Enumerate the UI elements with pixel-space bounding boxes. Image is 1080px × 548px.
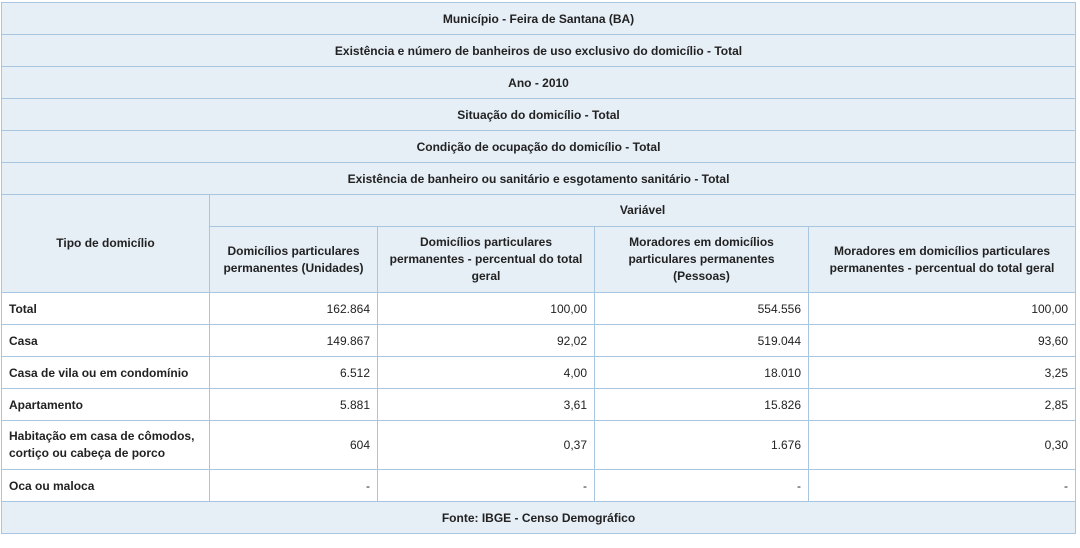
col-header-moradores-percentual: Moradores em domicílios particulares permanentes - percentual do total geral: [809, 227, 1076, 293]
cell-value: 554.556: [595, 293, 809, 325]
cell-value: 519.044: [595, 325, 809, 357]
row-label: Oca ou maloca: [2, 470, 210, 502]
source-footer: Fonte: IBGE - Censo Demográfico: [2, 502, 1076, 534]
table-row: [2, 421, 1076, 470]
cell-value: -: [809, 470, 1076, 502]
row-label: Casa: [2, 325, 210, 357]
row-label: Apartamento: [2, 389, 210, 421]
cell-value: 92,02: [378, 325, 595, 357]
table-row: [2, 470, 1076, 502]
row-label: Casa de vila ou em condomínio: [2, 357, 210, 389]
header-year: Ano - 2010: [2, 67, 1076, 99]
row-label: Total: [2, 293, 210, 325]
cell-value: 100,00: [809, 293, 1076, 325]
cell-value: 162.864: [210, 293, 378, 325]
cell-value: 604: [210, 421, 378, 470]
col-header-moradores-pessoas: Moradores em domicílios particulares permanentes (Pessoas): [595, 227, 809, 293]
cell-value: 5.881: [210, 389, 378, 421]
header-occupancy: Condição de ocupação do domicílio - Total: [2, 131, 1076, 163]
cell-value: -: [210, 470, 378, 502]
header-bathroom-existence: Existência e número de banheiros de uso exclusivo do domicílio - Total: [2, 35, 1076, 67]
table-row: [2, 389, 1076, 421]
cell-value: -: [595, 470, 809, 502]
cell-value: 149.867: [210, 325, 378, 357]
row-header-tipo-domicilio: Tipo de domicílio: [2, 195, 210, 293]
cell-value: 15.826: [595, 389, 809, 421]
variable-header: Variável: [210, 195, 1076, 227]
cell-value: 100,00: [378, 293, 595, 325]
table-row: [2, 293, 1076, 325]
cell-value: 93,60: [809, 325, 1076, 357]
cell-value: -: [378, 470, 595, 502]
cell-value: 4,00: [378, 357, 595, 389]
cell-value: 1.676: [595, 421, 809, 470]
header-situation: Situação do domicílio - Total: [2, 99, 1076, 131]
table-row: [2, 325, 1076, 357]
cell-value: 0,37: [378, 421, 595, 470]
col-header-domicilios-unidades: Domicílios particulares permanentes (Unidades): [210, 227, 378, 293]
cell-value: 3,25: [809, 357, 1076, 389]
cell-value: 3,61: [378, 389, 595, 421]
cell-value: 2,85: [809, 389, 1076, 421]
table-row: [2, 357, 1076, 389]
header-sanitation: Existência de banheiro ou sanitário e esgotamento sanitário - Total: [2, 163, 1076, 195]
cell-value: 6.512: [210, 357, 378, 389]
col-header-domicilios-percentual: Domicílios particulares permanentes - percentual do total geral: [378, 227, 595, 293]
row-label: Habitação em casa de cômodos, cortiço ou cabeça de porco: [2, 421, 210, 470]
cell-value: 0,30: [809, 421, 1076, 470]
header-municipality: Município - Feira de Santana (BA): [2, 3, 1076, 35]
cell-value: 18.010: [595, 357, 809, 389]
census-table: [1, 2, 1076, 534]
